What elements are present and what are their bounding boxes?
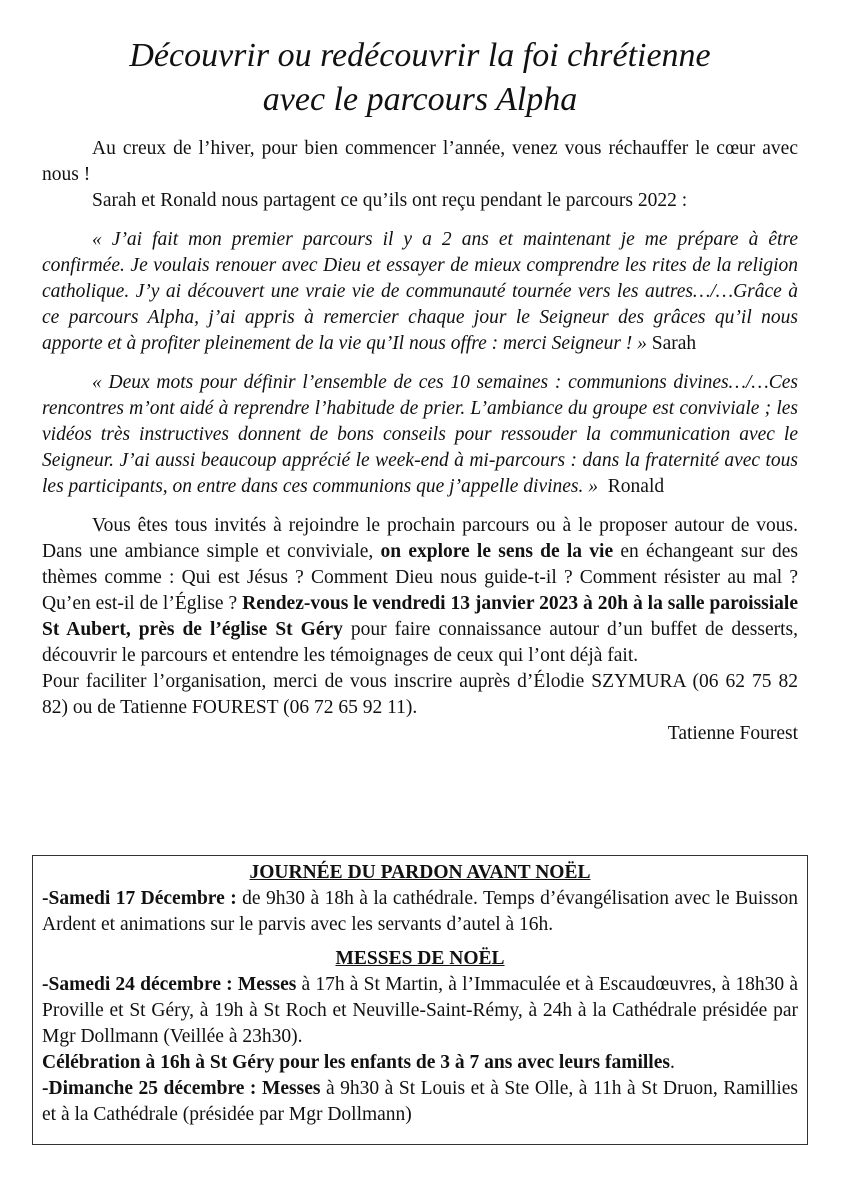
saturday-date: -Samedi 24 décembre : bbox=[42, 974, 233, 995]
pardon-paragraph bbox=[42, 886, 798, 938]
invitation-highlight: on explore le sens de la vie bbox=[380, 541, 614, 562]
testimony-sarah bbox=[42, 227, 798, 357]
sunday-text: à 9h30 à St Louis et à Ste Olle, à 11h à St Druon, Ramillies et à la Cathédrale (présidée par Mgr Dollmann) bbox=[42, 1078, 798, 1125]
announcement-box bbox=[32, 855, 808, 1145]
article-body bbox=[42, 136, 798, 747]
page-title bbox=[40, 34, 800, 122]
messes-sunday bbox=[42, 1076, 798, 1128]
messes-heading: MESSES DE NOËL bbox=[335, 948, 505, 969]
testimony-author: Sarah bbox=[651, 333, 697, 354]
testimony-author: Ronald bbox=[607, 476, 665, 497]
testimony-quote: « Deux mots pour définir l’ensemble de ces 10 semaines : communions divines…/…Ces rencontres m’ont aidé à reprendre l’habitude de prier. L’ambiance du groupe est conviviale ; les vidéos très instructives donnent de bons conseils pour ressouder la communication avec le Seigneur. J’ai aussi beaucoup apprécié le week-end à mi-parcours : dans la fraternité avec tous les participants, on entre dans ces communions que j’appelle divines. » bbox=[42, 372, 798, 497]
pardon-text: de 9h30 à 18h à la cathédrale. Temps d’évangélisation avec le Buisson Ardent et animations sur le parvis avec les servants d’autel à 16h. bbox=[42, 888, 799, 935]
invitation-paragraph bbox=[42, 513, 798, 669]
pardon-date: -Samedi 17 Décembre : bbox=[42, 888, 237, 909]
invitation-text: Vous êtes tous invités à rejoindre le prochain parcours ou à le proposer autour de vous. Dans une ambiance simple et conviviale, bbox=[42, 515, 798, 562]
intro-paragraph-2: Sarah et Ronald nous partagent ce qu’ils ont reçu pendant le parcours 2022 : bbox=[92, 190, 688, 211]
children-celebration bbox=[42, 1050, 798, 1076]
messes-label: Messes bbox=[261, 1078, 321, 1099]
title-line-1: Découvrir ou redécouvrir la foi chrétienne bbox=[129, 37, 711, 74]
title-line-2: avec le parcours Alpha bbox=[262, 81, 578, 118]
sunday-date: -Dimanche 25 décembre : bbox=[42, 1078, 257, 1099]
rendezvous-highlight: Rendez-vous le vendredi 13 janvier 2023 à 20h à la salle paroissiale St Aubert, près de l’église St Géry bbox=[42, 593, 799, 640]
intro-paragraph: Au creux de l’hiver, pour bien commencer l’année, venez vous réchauffer le cœur avec nous ! bbox=[42, 138, 798, 185]
pardon-heading: JOURNÉE DU PARDON AVANT NOËL bbox=[249, 862, 591, 883]
children-text: Célébration à 16h à St Géry pour les enfants de 3 à 7 ans avec leurs familles bbox=[42, 1052, 670, 1073]
messes-saturday bbox=[42, 972, 798, 1050]
invitation-text: en échangeant sur des thèmes comme : Qui est Jésus ? Comment Dieu nous guide-t-il ? Comment résister au mal ? Qu’en est-il de l’Église ? bbox=[42, 541, 798, 614]
saturday-text: à 17h à St Martin, à l’Immaculée et à Escaudœuvres, à 18h30 à Proville et St Géry, à 19h à St Roch et Neuville-Saint-Rémy, à 24h à la Cathédrale présidée par Mgr Dollmann (Veillée à 23h30). bbox=[42, 974, 799, 1047]
messes-label: Messes bbox=[237, 974, 297, 995]
testimony-ronald bbox=[42, 370, 798, 500]
signature: Tatienne Fourest bbox=[667, 723, 798, 744]
registration-paragraph: Pour faciliter l’organisation, merci de vous inscrire auprès d’Élodie SZYMURA (06 62 75 82 82) ou de Tatienne FOUREST (06 72 65 92 11). bbox=[42, 671, 798, 718]
children-period: . bbox=[669, 1052, 675, 1073]
testimony-quote: « J’ai fait mon premier parcours il y a 2 ans et maintenant je me prépare à être confirmée. Je voulais renouer avec Dieu et essayer de mieux comprendre les rites de la religion catholique. J’y ai découvert une vraie vie de communauté tournée vers les autres…/…Grâce à ce parcours Alpha, j’ai appris à remercier chaque jour le Seigneur des grâces qu’il nous apporte et à profiter pleinement de la vie qu’Il nous offre : merci Seigneur ! » bbox=[42, 229, 798, 354]
invitation-text: pour faire connaissance autour d’un buffet de desserts, découvrir le parcours et entendre les témoignages de ceux qui l’ont déjà fait. bbox=[42, 619, 798, 666]
